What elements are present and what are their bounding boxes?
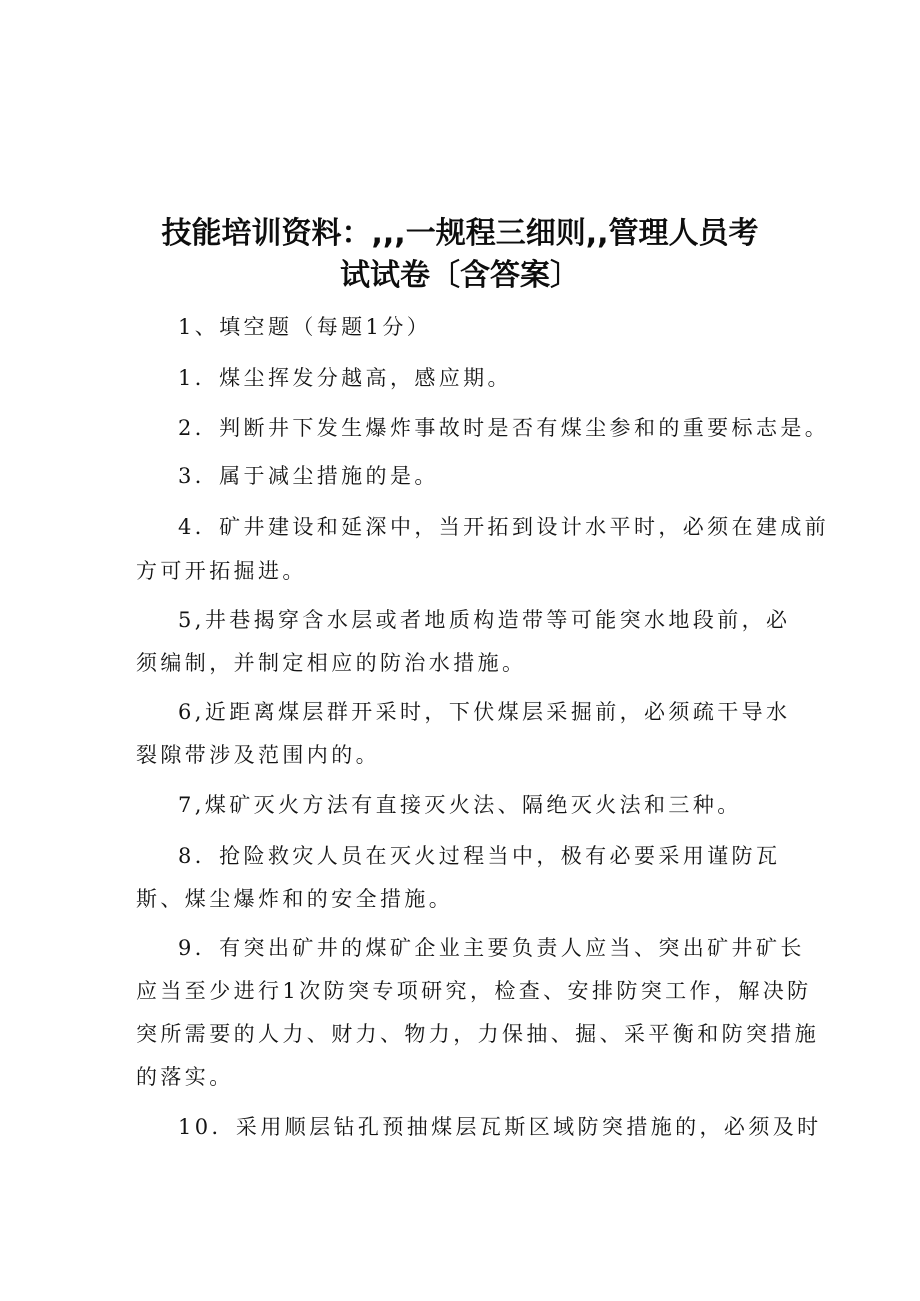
question-9-line-2: 应当至少进行1次防突专项研究，检查、安排防突工作，解决防 xyxy=(136,979,812,1003)
question-5-line-2: 须编制，并制定相应的防治水措施。 xyxy=(136,651,527,675)
question-1: 1．煤尘挥发分越高，感应期。 xyxy=(178,366,512,390)
document-title-line-1: 技能培训资料：,,,一规程三细则,,管理人员考 xyxy=(161,216,759,251)
question-3: 3．属于减尘措施的是。 xyxy=(178,464,439,488)
question-9-line-1: 9．有突出矿井的煤矿企业主要负责人应当、突出矿井矿长 xyxy=(178,936,805,960)
question-6-line-2: 裂隙带涉及范围内的。 xyxy=(136,743,380,767)
section-heading: 1、填空题（每题1分） xyxy=(178,315,432,339)
question-10-line-1: 10．采用顺层钻孔预抽煤层瓦斯区域防突措施的，必须及时 xyxy=(178,1115,822,1139)
question-8-line-2: 斯、煤尘爆炸和的安全措施。 xyxy=(136,887,454,911)
question-9-line-3: 突所需要的人力、财力、物力，力保抽、掘、采平衡和防突措施 xyxy=(136,1022,820,1046)
question-4-line-1: 4．矿井建设和延深中，当开拓到设计水平时，必须在建成前 xyxy=(178,515,830,539)
question-2: 2．判断井下发生爆炸事故时是否有煤尘参和的重要标志是。 xyxy=(178,416,830,440)
question-9-line-4: 的落实。 xyxy=(136,1065,234,1089)
question-8-line-1: 8．抢险救灾人员在灭火过程当中，极有必要采用谨防瓦 xyxy=(178,844,781,868)
question-4-line-2: 方可开拓掘进。 xyxy=(136,559,307,583)
question-7: 7,煤矿灭火方法有直接灭火法、隔绝灭火法和三种。 xyxy=(178,793,742,817)
question-5-line-1: 5,井巷揭穿含水层或者地质构造带等可能突水地段前，必 xyxy=(178,608,791,632)
document-title-line-2: 试试卷〔含答案〕 xyxy=(340,258,580,293)
question-6-line-1: 6,近距离煤层群开采时，下伏煤层采掘前，必须疏干导水 xyxy=(178,700,791,724)
